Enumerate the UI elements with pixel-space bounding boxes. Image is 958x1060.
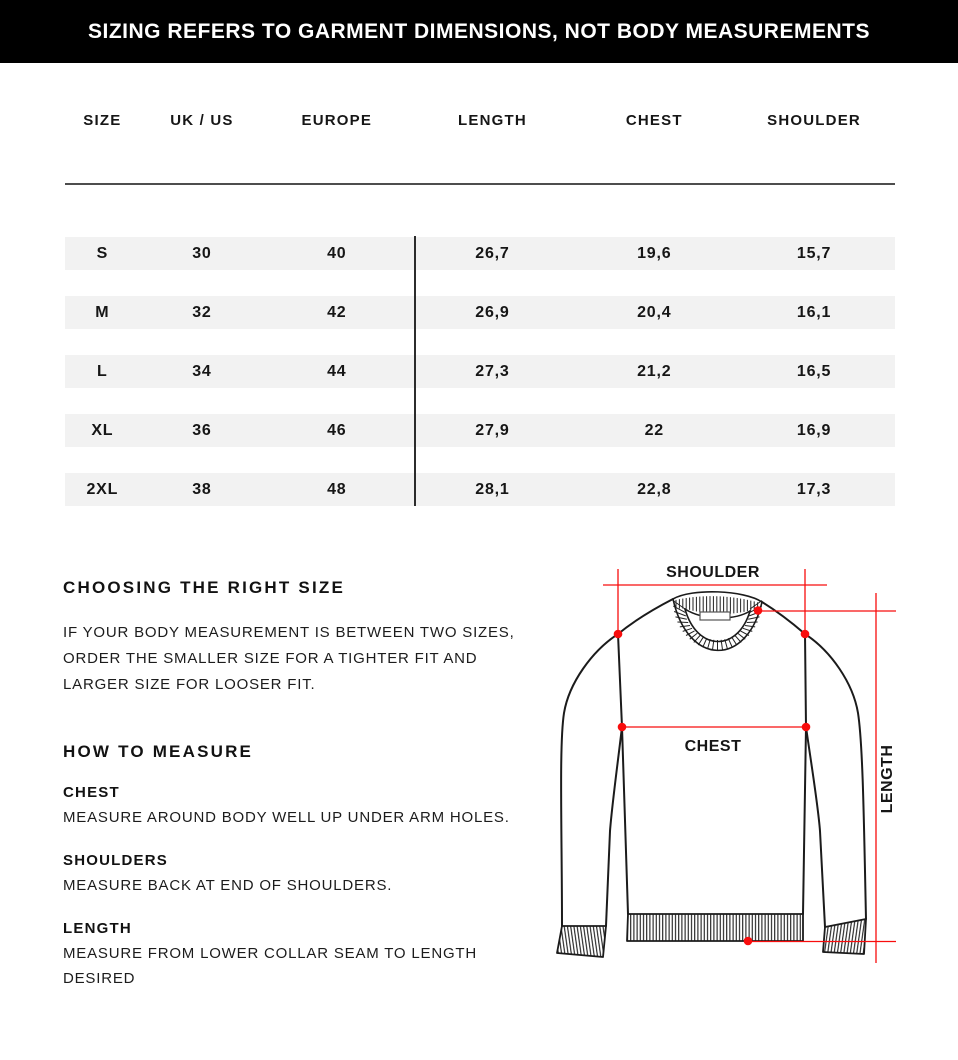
cell-length: 27,3 (475, 362, 510, 380)
cell-shoulder: 15,7 (796, 244, 832, 262)
right-shoulder-seam (762, 602, 805, 634)
left-shoulder-point (614, 630, 623, 639)
cell-europe: 44 (327, 362, 347, 380)
body-right-edge (803, 634, 806, 914)
text-line: DESIRED (63, 970, 136, 987)
how-to-measure-title: HOW TO MEASURE (63, 742, 254, 761)
neck-label-tag (700, 612, 730, 620)
cell-shoulder: 16,5 (796, 362, 832, 380)
column-header-length: LENGTH (458, 112, 527, 129)
left-sleeve-outer (561, 634, 618, 926)
measure-length-label: LENGTH (63, 920, 132, 937)
cell-europe: 48 (327, 480, 347, 498)
text-line: LARGER SIZE FOR LOOSER FIT. (63, 676, 316, 693)
text-line: ORDER THE SMALLER SIZE FOR A TIGHTER FIT AND (63, 650, 478, 667)
cell-length: 27,9 (475, 421, 510, 439)
measure-chest-text (63, 805, 563, 830)
cell-chest: 21,2 (637, 362, 672, 380)
left-shoulder-seam (618, 599, 673, 634)
cell-size: M (95, 303, 110, 321)
banner (0, 0, 958, 63)
measurement-lines (603, 569, 896, 963)
hem-ribbing (627, 914, 803, 941)
cell-chest: 19,6 (637, 244, 672, 262)
choosing-size-title: CHOOSING THE RIGHT SIZE (63, 578, 346, 597)
instructions-column (63, 570, 563, 991)
cell-chest: 22,8 (637, 480, 672, 498)
measurement-points (614, 606, 811, 945)
text-line: MEASURE FROM LOWER COLLAR SEAM TO LENGTH (63, 945, 478, 962)
cell-uk-us: 36 (192, 421, 212, 439)
diagram-length-label: LENGTH (879, 744, 896, 814)
table-header-row (65, 112, 895, 129)
cell-shoulder: 16,9 (796, 421, 832, 439)
cell-length: 28,1 (475, 480, 510, 498)
column-header-shoulder: SHOULDER (767, 112, 861, 129)
left-sleeve-inner (606, 727, 622, 926)
table-row (65, 414, 895, 447)
cell-uk-us: 34 (192, 362, 212, 380)
cell-europe: 40 (327, 244, 347, 262)
cell-uk-us: 38 (192, 480, 212, 498)
cell-europe: 46 (327, 421, 347, 439)
cell-shoulder: 16,1 (796, 303, 832, 321)
cell-length: 26,7 (475, 244, 510, 262)
body-left-edge (618, 634, 628, 914)
left-chest-point (618, 723, 627, 732)
column-header-chest: CHEST (625, 112, 683, 129)
cell-uk-us: 32 (192, 303, 212, 321)
table-row (65, 237, 895, 270)
collar-seam-point (754, 606, 763, 615)
banner-text: SIZING REFERS TO GARMENT DIMENSIONS, NOT BODY MEASUREMENTS (88, 19, 870, 43)
hem-point (744, 937, 753, 946)
cell-size: XL (91, 421, 114, 439)
measure-chest-label: CHEST (63, 784, 120, 801)
text-line: MEASURE BACK AT END OF SHOULDERS. (63, 877, 393, 894)
table-row (65, 355, 895, 388)
table-row (65, 296, 895, 329)
right-shoulder-point (801, 630, 810, 639)
text-line: MEASURE AROUND BODY WELL UP UNDER ARM HOLES. (63, 809, 510, 826)
cell-size: 2XL (86, 480, 119, 498)
left-cuff-ribbing (557, 926, 606, 957)
right-sleeve-inner (806, 727, 825, 927)
table-header-rule (65, 183, 895, 185)
right-chest-point (802, 723, 811, 732)
cell-europe: 42 (327, 303, 347, 321)
sweater-measurement-diagram (540, 555, 958, 975)
text-line: IF YOUR BODY MEASUREMENT IS BETWEEN TWO SIZES, (63, 624, 515, 641)
measure-shoulders-text (63, 873, 563, 898)
table-column-divider (414, 236, 416, 506)
choosing-size-text (63, 620, 563, 698)
column-header-size: SIZE (83, 112, 122, 129)
cell-shoulder: 17,3 (796, 480, 832, 498)
column-header-uk-us: UK / US (170, 112, 234, 129)
cell-chest: 22 (644, 421, 664, 439)
cell-chest: 20,4 (637, 303, 672, 321)
cell-size: S (96, 244, 109, 262)
sweater-outline (561, 599, 866, 927)
cell-size: L (97, 362, 108, 380)
diagram-shoulder-label: SHOULDER (666, 564, 760, 581)
cell-uk-us: 30 (192, 244, 212, 262)
measure-shoulders-label: SHOULDERS (63, 852, 168, 869)
table-row (65, 473, 895, 506)
measure-length-text (63, 941, 563, 991)
diagram-chest-label: CHEST (684, 738, 742, 755)
right-cuff-ribbing (823, 919, 866, 954)
column-header-europe: EUROPE (301, 112, 373, 129)
cell-length: 26,9 (475, 303, 510, 321)
